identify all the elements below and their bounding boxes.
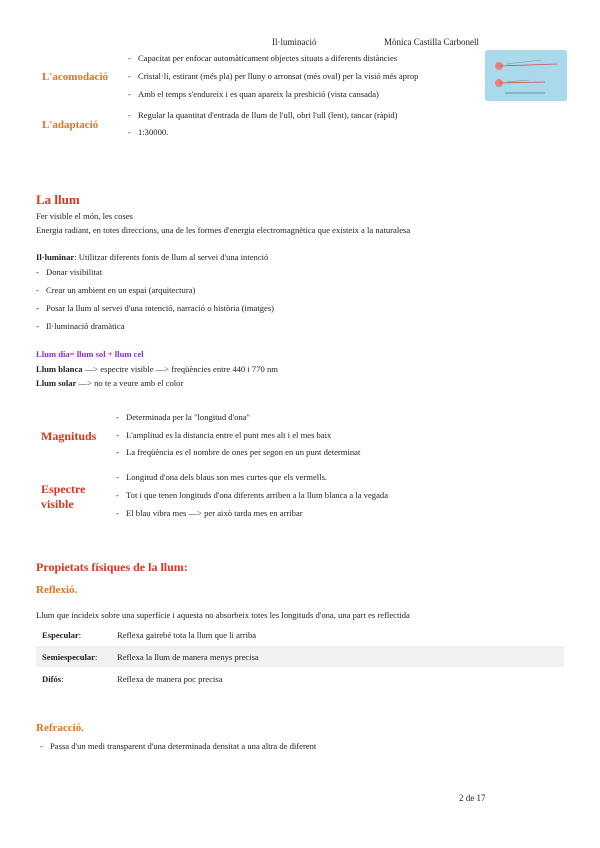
list-item: - Capacitat per enfocar automàticament objectes situats a diferents distàncies	[128, 53, 398, 63]
list-item: - La freqüència es el nombre de ones per segon en un punt determinat	[116, 447, 361, 457]
list-item: - Regular la quantitat d'entrada de llum de l'ull, obri l'ull (lent), tancar (ràpid)	[128, 110, 398, 120]
list-item: - Amb el temps s'endureix i es quan apareix la presbició (vista cansada)	[128, 89, 379, 99]
spectrum-label: Espectre visible	[41, 482, 86, 511]
document-title: Il·luminació	[272, 37, 317, 47]
list-item: - Il·luminació dramàtica	[36, 321, 125, 331]
list-item: - Tot i que tenen longituds d'ona diferents arriben a la llum blanca a la vegada	[116, 490, 389, 500]
table-row: Difós:	[42, 674, 64, 684]
list-item: - El blau vibra mes —> per això tarda mes en arribar	[116, 508, 303, 518]
white-light-line: Llum blanca —> espectre visible —> freqüències entre 440 i 770 nm	[36, 364, 278, 374]
list-item: - Posar la llum al servei d'una intenció, narració o història (imatges)	[36, 303, 275, 313]
magnitudes-label: Magnituds	[41, 429, 97, 443]
page-number: 2 de 17	[459, 793, 486, 803]
author-name: Mònica Castilla Carbonell	[384, 37, 479, 47]
accomodation-label: L'acomodació	[42, 71, 108, 83]
list-item: - Donar visibilitat	[36, 267, 103, 277]
subsection-title: Refracció.	[36, 722, 84, 734]
table-row-background	[36, 646, 564, 667]
illuminate-definition: Il·luminar: Utilitzar diferents fonts de llum al servei d'una intenció	[36, 252, 269, 262]
section-title: La llum	[36, 192, 80, 207]
list-item: - Cristal·lí, estirant (més pla) per lluny o arronsat (més oval) per la visió més aprop	[128, 71, 419, 81]
table-row: Especular:	[42, 630, 82, 640]
list-item: - L'amplitud es la distancia entre el punt mes alt i el mes baix	[116, 430, 332, 440]
eye-diagram-image	[485, 50, 567, 101]
paragraph: Fer visible el món, les coses	[36, 211, 133, 221]
table-row: Semiespecular:	[42, 652, 98, 662]
section-title: Propietats físiques de la llum:	[36, 560, 188, 574]
list-item: - Passa d'un medi transparent d'una determinada densitat a una altra de diferent	[40, 741, 317, 751]
paragraph: Energia radiant, en totes direccions, una de les formes d'energia electromagnètica que existeix a la naturalesa	[36, 225, 411, 235]
adaptation-label: L'adaptació	[42, 119, 99, 131]
paragraph: Llum que incideix sobre una superfície i aquesta no absorbeix totes les longituds d'ona, una part es reflectida	[36, 610, 410, 620]
list-item: - Crear un ambient en un espai (arquitectura)	[36, 285, 196, 295]
list-item: - Longitud d'ona dels blaus son mes curtes que els vermells.	[116, 472, 328, 482]
list-item: - 1:30000.	[128, 127, 169, 137]
table-cell: Reflexa la llum de manera menys precisa	[117, 652, 259, 662]
table-cell: Reflexa gairebé tota la llum que li arriba	[117, 630, 257, 640]
day-light-formula: Llum dia= llum sol + llum cel	[36, 349, 144, 359]
subsection-title: Reflexió.	[36, 584, 78, 596]
list-item: - Determinada per la "longitud d'ona"	[116, 412, 251, 422]
table-cell: Reflexa de manera poc precisa	[117, 674, 223, 684]
solar-light-line: Llum solar —> no te a veure amb el color	[36, 378, 184, 388]
